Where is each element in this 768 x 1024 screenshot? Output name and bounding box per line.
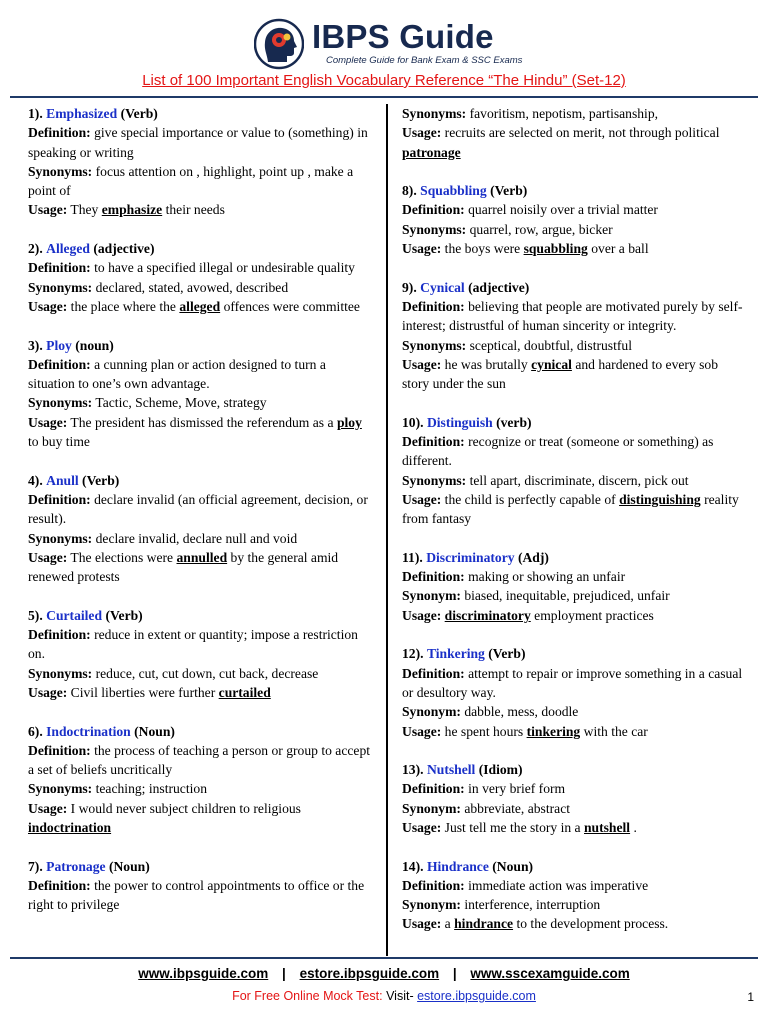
entry-line xyxy=(28,529,374,548)
field-label: Synonyms: xyxy=(28,781,93,797)
field-value: tell apart, discriminate, discern, pick out xyxy=(469,472,689,488)
usage-text: over a ball xyxy=(591,241,649,257)
entry-number: 5). xyxy=(28,607,43,623)
entry-headline xyxy=(402,413,748,432)
entry-line xyxy=(28,625,374,664)
part-of-speech: (Verb) xyxy=(105,607,143,623)
field-value: believing that people are motivated purely by self-interest; distrustful of human sincerity or integrity. xyxy=(402,298,743,334)
field-value: recognize or treat (someone or something) as different. xyxy=(402,434,714,469)
part-of-speech: (adjective) xyxy=(468,279,530,295)
usage-keyword: annulled xyxy=(176,549,228,565)
field-label: Usage: xyxy=(28,202,68,218)
field-value: focus attention on , highlight, point up , make a point of xyxy=(28,163,354,199)
usage-text: The president has dismissed the referendum as a xyxy=(70,414,334,430)
entry-word: Nutshell xyxy=(426,762,476,778)
part-of-speech: (verb) xyxy=(496,414,532,430)
entry-line xyxy=(28,876,374,915)
part-of-speech: (Idiom) xyxy=(478,762,523,778)
field-label: Usage: xyxy=(28,800,68,816)
usage-text: The elections were xyxy=(70,549,174,565)
field-label: Definition: xyxy=(402,434,465,450)
field-value: making or showing an unfair xyxy=(468,569,626,585)
entry-headline xyxy=(28,722,374,741)
entry-line xyxy=(402,895,748,914)
field-label: Definition: xyxy=(402,877,465,893)
usage-line xyxy=(402,914,748,933)
right-column xyxy=(402,104,748,953)
vocab-entry xyxy=(28,722,374,838)
usage-text: offences were committee xyxy=(223,298,360,314)
field-value: in very brief form xyxy=(468,781,566,797)
page-title: List of 100 Important English Vocabulary Reference “The Hindu” (Set-12) xyxy=(142,72,626,89)
field-label: Synonyms: xyxy=(402,106,467,121)
field-label: Definition: xyxy=(28,877,91,893)
field-label: Usage: xyxy=(28,414,68,430)
vocab-entry xyxy=(28,857,374,915)
field-value: dabble, mess, doodle xyxy=(464,704,579,720)
usage-keyword: distinguishing xyxy=(619,491,701,507)
entry-number: 6). xyxy=(28,723,43,739)
usage-text: by the general amid renewed protests xyxy=(28,549,339,585)
entry-headline xyxy=(402,857,748,876)
usage-line xyxy=(28,548,374,587)
entry-headline xyxy=(402,644,748,663)
entry-number: 3). xyxy=(28,337,43,353)
usage-keyword: cynical xyxy=(531,356,572,372)
usage-text: I would never subject children to religious xyxy=(70,800,301,816)
entry-number: 14). xyxy=(402,858,424,874)
field-label: Usage: xyxy=(402,241,442,257)
entry-line xyxy=(28,258,374,277)
entry-word: Squabbling xyxy=(420,183,487,199)
field-label: Usage: xyxy=(28,684,68,700)
usage-keyword: ploy xyxy=(336,414,362,430)
entry-word: Cynical xyxy=(420,279,465,295)
estore-link[interactable]: estore.ibpsguide.com xyxy=(299,966,440,981)
field-value: the power to control appointments to office or the right to privilege xyxy=(28,877,365,913)
usage-text: . xyxy=(633,819,637,835)
usage-text: They xyxy=(70,202,99,218)
usage-line xyxy=(28,683,374,702)
entry-number: 12). xyxy=(402,646,424,662)
field-value: the process of teaching a person or group to accept a set of beliefs uncritically xyxy=(28,742,371,778)
usage-text: the place where the xyxy=(70,298,176,314)
vocab-entry xyxy=(402,857,748,934)
entry-number: 9). xyxy=(402,279,417,295)
entry-line xyxy=(402,567,748,586)
part-of-speech: (Noun) xyxy=(492,858,534,874)
entry-headline xyxy=(28,239,374,258)
field-label: Definition: xyxy=(28,125,91,141)
entry-number: 11). xyxy=(402,549,423,565)
entry-headline xyxy=(402,548,748,567)
field-label: Synonym: xyxy=(402,588,461,604)
vocab-entry xyxy=(28,239,374,316)
entry-line xyxy=(28,355,374,394)
usage-keyword: emphasize xyxy=(101,202,163,218)
mock-test-note xyxy=(0,989,768,1003)
field-value: quarrel noisily over a trivial matter xyxy=(468,202,658,218)
entry-word: Ploy xyxy=(46,337,72,353)
vocab-entry xyxy=(28,104,374,220)
entry-line xyxy=(402,702,748,721)
entry-line xyxy=(28,490,374,529)
entry-word: Emphasized xyxy=(46,106,118,121)
usage-line xyxy=(28,200,374,219)
entry-number: 2). xyxy=(28,241,43,257)
vocab-entry xyxy=(28,606,374,702)
vocab-entry xyxy=(402,413,748,529)
usage-keyword: tinkering xyxy=(526,723,581,739)
entry-number: 4). xyxy=(28,472,43,488)
entry-headline xyxy=(28,857,374,876)
entry-headline xyxy=(402,181,748,200)
usage-keyword: nutshell xyxy=(584,819,631,835)
vocab-entry xyxy=(402,644,748,740)
entry-headline xyxy=(28,104,374,123)
entry-line xyxy=(402,104,748,123)
field-label: Definition: xyxy=(402,298,465,314)
usage-text: he spent hours xyxy=(444,723,524,739)
part-of-speech: (Verb) xyxy=(82,472,120,488)
entry-number: 8). xyxy=(402,183,417,199)
field-value: quarrel, row, argue, bicker xyxy=(469,221,613,237)
usage-keyword: hindrance xyxy=(454,916,514,932)
usage-text: he was brutally xyxy=(444,356,528,372)
footer-links xyxy=(0,966,768,981)
field-label: Synonyms: xyxy=(28,163,93,179)
usage-text: employment practices xyxy=(534,607,654,623)
field-label: Synonyms: xyxy=(28,530,93,546)
field-label: Definition: xyxy=(402,569,465,585)
entry-word: Curtailed xyxy=(46,607,103,623)
vocab-entry-continuation xyxy=(402,104,748,162)
field-value: attempt to repair or improve something in a casual or desultory way. xyxy=(402,665,743,700)
entry-line xyxy=(28,741,374,780)
header xyxy=(0,8,768,70)
usage-line xyxy=(402,239,748,258)
part-of-speech: (Verb) xyxy=(490,183,528,199)
entry-line xyxy=(402,297,748,336)
field-value: to have a specified illegal or undesirable quality xyxy=(94,260,355,276)
field-label: Synonyms: xyxy=(402,472,467,488)
bottom-rule xyxy=(10,957,758,959)
usage-keyword: curtailed xyxy=(218,684,271,700)
usage-text: Civil liberties were further xyxy=(70,684,216,700)
field-label: Usage: xyxy=(28,298,68,314)
field-label: Usage: xyxy=(402,607,442,623)
entry-line xyxy=(28,162,374,201)
usage-keyword: discriminatory xyxy=(444,607,531,623)
field-label: Usage: xyxy=(28,549,68,565)
column-divider xyxy=(386,104,388,956)
entry-headline xyxy=(28,606,374,625)
vocab-entry xyxy=(28,336,374,452)
entry-word: Patronage xyxy=(46,858,106,874)
field-label: Definition: xyxy=(28,627,91,643)
usage-line xyxy=(402,722,748,741)
entry-word: Anull xyxy=(46,472,79,488)
field-value: favoritism, nepotism, partisanship, xyxy=(469,106,659,121)
entry-line xyxy=(402,220,748,239)
entry-line xyxy=(402,432,748,471)
field-label: Definition: xyxy=(28,742,91,758)
usage-text: a xyxy=(444,916,451,932)
entry-word: Distinguish xyxy=(426,414,493,430)
field-label: Synonym: xyxy=(402,704,461,720)
usage-text: with the car xyxy=(583,723,648,739)
brain-head-logo-icon xyxy=(254,18,304,70)
entry-line xyxy=(402,471,748,490)
left-column xyxy=(28,104,374,934)
field-value: Tactic, Scheme, Move, strategy xyxy=(95,395,267,411)
field-value: reduce in extent or quantity; impose a restriction on. xyxy=(28,627,358,662)
top-rule xyxy=(10,96,758,98)
entry-line xyxy=(28,393,374,412)
field-value: biased, inequitable, prejudiced, unfair xyxy=(464,588,670,604)
usage-text: to buy time xyxy=(28,434,90,450)
field-label: Usage: xyxy=(402,491,442,507)
field-label: Synonyms: xyxy=(402,221,467,237)
separator: | xyxy=(452,966,457,981)
usage-keyword: indoctrination xyxy=(28,819,112,835)
field-label: Synonyms: xyxy=(28,665,93,681)
field-label: Usage: xyxy=(402,723,442,739)
field-value: teaching; instruction xyxy=(95,781,207,797)
usage-line xyxy=(402,123,748,162)
usage-text: to the development process. xyxy=(516,916,669,932)
part-of-speech: (Noun) xyxy=(134,723,175,739)
entry-line xyxy=(402,586,748,605)
field-label: Synonym: xyxy=(402,800,461,816)
usage-line xyxy=(28,297,374,316)
field-label: Synonym: xyxy=(402,897,461,913)
entry-word: Tinkering xyxy=(426,646,485,662)
field-value: declare invalid (an official agreement, decision, or result). xyxy=(28,491,368,527)
field-value: interference, interruption xyxy=(464,897,601,913)
entry-line xyxy=(402,876,748,895)
mock-test-text: For Free Online Mock Test: xyxy=(232,989,383,1003)
usage-text: their needs xyxy=(165,202,225,218)
field-label: Synonyms: xyxy=(402,337,467,353)
entry-number: 1). xyxy=(28,106,43,121)
entry-line xyxy=(402,664,748,703)
field-value: declare invalid, declare null and void xyxy=(95,530,298,546)
field-value: immediate action was imperative xyxy=(468,877,649,893)
sscexamguide-link[interactable]: www.sscexamguide.com xyxy=(470,966,630,981)
entry-line xyxy=(402,336,748,355)
field-label: Usage: xyxy=(402,916,442,932)
vocab-entry xyxy=(402,181,748,258)
usage-line xyxy=(402,490,748,529)
field-label: Synonyms: xyxy=(28,395,93,411)
usage-text: the child is perfectly capable of xyxy=(444,491,616,507)
field-label: Definition: xyxy=(402,202,465,218)
part-of-speech: (adjective) xyxy=(93,241,155,257)
usage-text: and hardened to every sob story under the sun xyxy=(402,356,719,392)
entry-line xyxy=(28,278,374,297)
entry-line xyxy=(402,200,748,219)
vocab-entry xyxy=(402,760,748,837)
entry-line xyxy=(28,123,374,162)
entry-number: 13). xyxy=(402,762,424,778)
entry-word: Discriminatory xyxy=(426,549,515,565)
field-label: Definition: xyxy=(28,356,91,372)
part-of-speech: (Noun) xyxy=(108,858,150,874)
usage-line xyxy=(402,606,748,625)
field-label: Usage: xyxy=(402,819,442,835)
field-label: Definition: xyxy=(402,665,465,681)
entry-headline xyxy=(28,336,374,355)
vocab-entry xyxy=(28,471,374,587)
entry-number: 10). xyxy=(402,414,424,430)
entry-number: 7). xyxy=(28,858,43,874)
field-value: abbreviate, abstract xyxy=(464,800,570,816)
field-value: give special importance or value to (something) in speaking or writing xyxy=(28,125,368,160)
visit-label: Visit- xyxy=(386,989,414,1003)
vocab-entry xyxy=(402,278,748,394)
entry-line xyxy=(402,799,748,818)
usage-keyword: squabbling xyxy=(523,241,588,257)
page-number: 1 xyxy=(747,990,754,1004)
field-value: reduce, cut, cut down, cut back, decrease xyxy=(95,665,319,681)
usage-text: the boys were xyxy=(444,241,521,257)
usage-text: Just tell me the story in a xyxy=(444,819,581,835)
field-label: Definition: xyxy=(402,781,465,797)
usage-line xyxy=(402,355,748,394)
usage-line xyxy=(28,799,374,838)
entry-word: Alleged xyxy=(46,241,90,257)
separator: | xyxy=(282,966,286,981)
entry-word: Hindrance xyxy=(426,858,489,874)
field-label: Usage: xyxy=(402,356,442,372)
mock-test-link[interactable]: estore.ibpsguide.com xyxy=(417,989,536,1003)
field-value: declared, stated, avowed, described xyxy=(95,279,289,295)
part-of-speech: (Adj) xyxy=(517,549,549,565)
field-label: Definition: xyxy=(28,491,91,507)
entry-headline xyxy=(28,471,374,490)
entry-word: Indoctrination xyxy=(46,723,131,739)
entry-headline xyxy=(402,278,748,297)
part-of-speech: (noun) xyxy=(75,337,114,353)
field-label: Synonyms: xyxy=(28,279,93,295)
usage-keyword: patronage xyxy=(402,144,461,160)
entry-line xyxy=(402,779,748,798)
entry-headline xyxy=(402,760,748,779)
field-value: a cunning plan or action designed to turn a situation to one’s own advantage. xyxy=(28,356,326,392)
usage-line xyxy=(402,818,748,837)
field-label: Definition: xyxy=(28,260,91,276)
part-of-speech: (Verb) xyxy=(120,106,158,121)
brand-tagline: Complete Guide for Bank Exam & SSC Exams xyxy=(326,55,523,66)
field-label: Usage: xyxy=(402,125,442,141)
field-value: sceptical, doubtful, distrustful xyxy=(469,337,632,353)
ibpsguide-link[interactable]: www.ibpsguide.com xyxy=(138,966,269,981)
brand-name: IBPS Guide xyxy=(312,18,494,55)
entry-line xyxy=(28,664,374,683)
usage-text: recruits are selected on merit, not through political xyxy=(444,125,720,141)
usage-text: reality from fantasy xyxy=(402,491,739,527)
usage-keyword: alleged xyxy=(179,298,221,314)
vocab-entry xyxy=(402,548,748,625)
usage-line xyxy=(28,413,374,452)
entry-line xyxy=(28,779,374,798)
part-of-speech: (Verb) xyxy=(488,646,526,662)
